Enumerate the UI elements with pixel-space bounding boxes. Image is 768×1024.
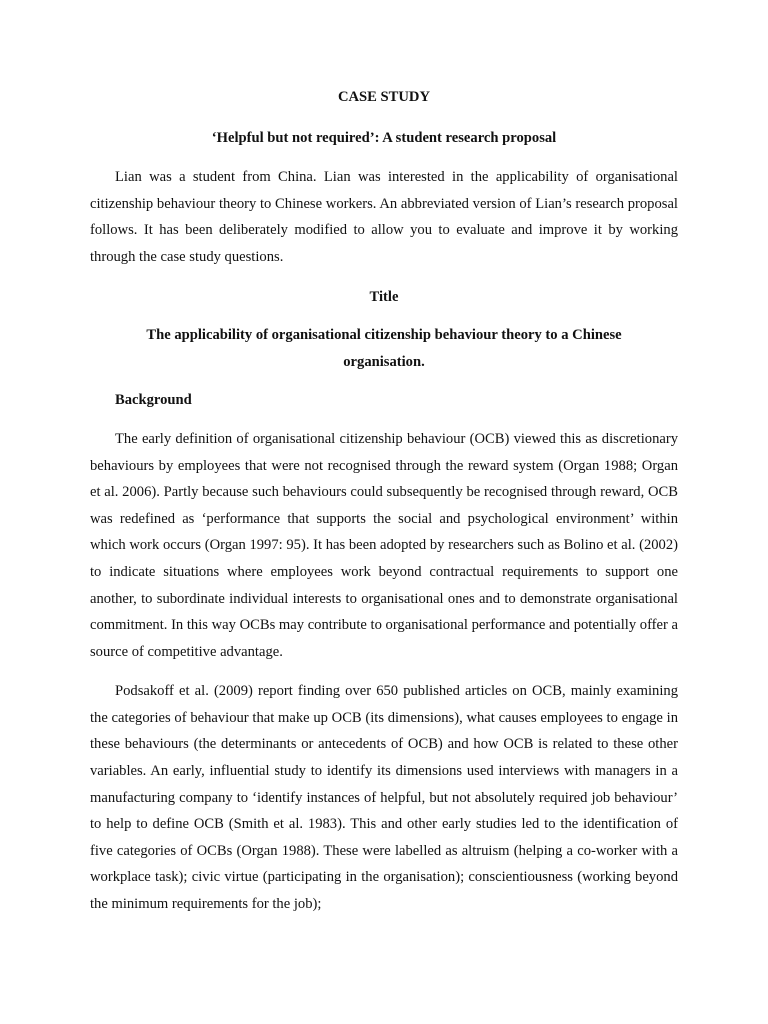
background-paragraph-1: The early definition of organisational citizenship behaviour (OCB) viewed this as discretionary behaviours by employees that were not recognised through the reward system (Organ 1988; Organ et al. 2006). Partly because such behaviours could subsequently be recognised through reward, OCB was redefined as ‘performance that supports the social and psychological environment’ within which work occurs (Organ 1997: 95). It has been adopted by researchers such as Bolino et al. (2002) to indicate situations where employees work beyond contractual requirements to support one another, to subordinate individual interests to organisational ones and to demonstrate organisational commitment. In this way OCBs may contribute to organisational performance and potentially offer a source of competitive advantage.	[90, 430, 678, 660]
case-study-subtitle: ‘Helpful but not required’: A student research proposal	[211, 129, 557, 146]
proposal-title: The applicability of organisational citizenship behaviour theory to a Chinese organisation.	[146, 327, 622, 370]
title-label: Title	[369, 288, 399, 305]
intro-paragraph: Lian was a student from China. Lian was interested in the applicability of organisational citizenship behaviour theory to Chinese workers. An abbreviated version of Lian’s research proposal follows. It has been deliberately modified to allow you to evaluate and improve it by working through the case study questions.	[90, 169, 678, 265]
background-heading: Background	[115, 392, 192, 409]
background-paragraph-2: Podsakoff et al. (2009) report finding over 650 published articles on OCB, mainly examining the categories of behaviour that make up OCB (its dimensions), what causes employees to engage in these behaviours (the determinants or antecedents of OCB) and how OCB is related to these other variables. An early, influential study to identify its dimensions used interviews with managers in a manufacturing company to ‘identify instances of helpful, but not absolutely required job behaviour’ to help to define OCB (Smith et al. 1983). This and other early studies led to the identification of five categories of OCBs (Organ 1988). These were labelled as altruism (helping a co-worker with a workplace task); civic virtue (participating in the organisation); conscientiousness (working beyond the minimum requirements for the job);	[90, 683, 678, 913]
case-study-heading: CASE STUDY	[337, 89, 431, 105]
document-page	[90, 84, 678, 931]
